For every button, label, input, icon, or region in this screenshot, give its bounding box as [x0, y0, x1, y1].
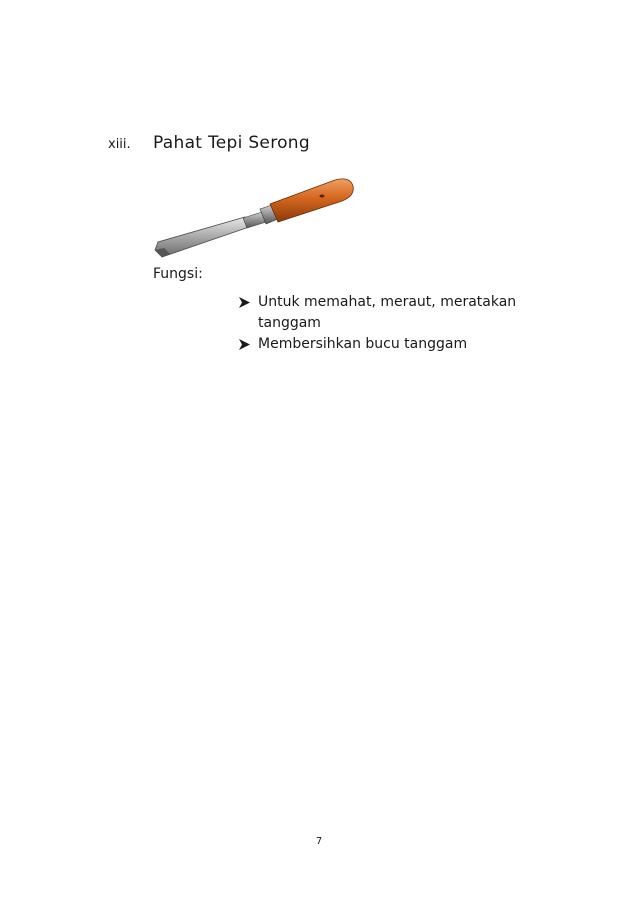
- list-item: [236, 292, 556, 334]
- arrowhead-bullet-icon: [239, 297, 250, 308]
- functions-label: Fungsi:: [153, 266, 203, 282]
- list-item: [236, 334, 556, 355]
- functions-list: [236, 292, 556, 355]
- arrowhead-bullet-icon: [239, 339, 250, 350]
- page-number: 7: [315, 836, 323, 847]
- item-title: Pahat Tepi Serong: [153, 133, 310, 153]
- function-text: Untuk memahat, meraut, meratakan tanggam: [258, 294, 517, 331]
- item-number: xiii.: [108, 137, 131, 152]
- bevel-edge-chisel-icon: [150, 172, 360, 264]
- function-text: Membersihkan bucu tanggam: [258, 336, 468, 352]
